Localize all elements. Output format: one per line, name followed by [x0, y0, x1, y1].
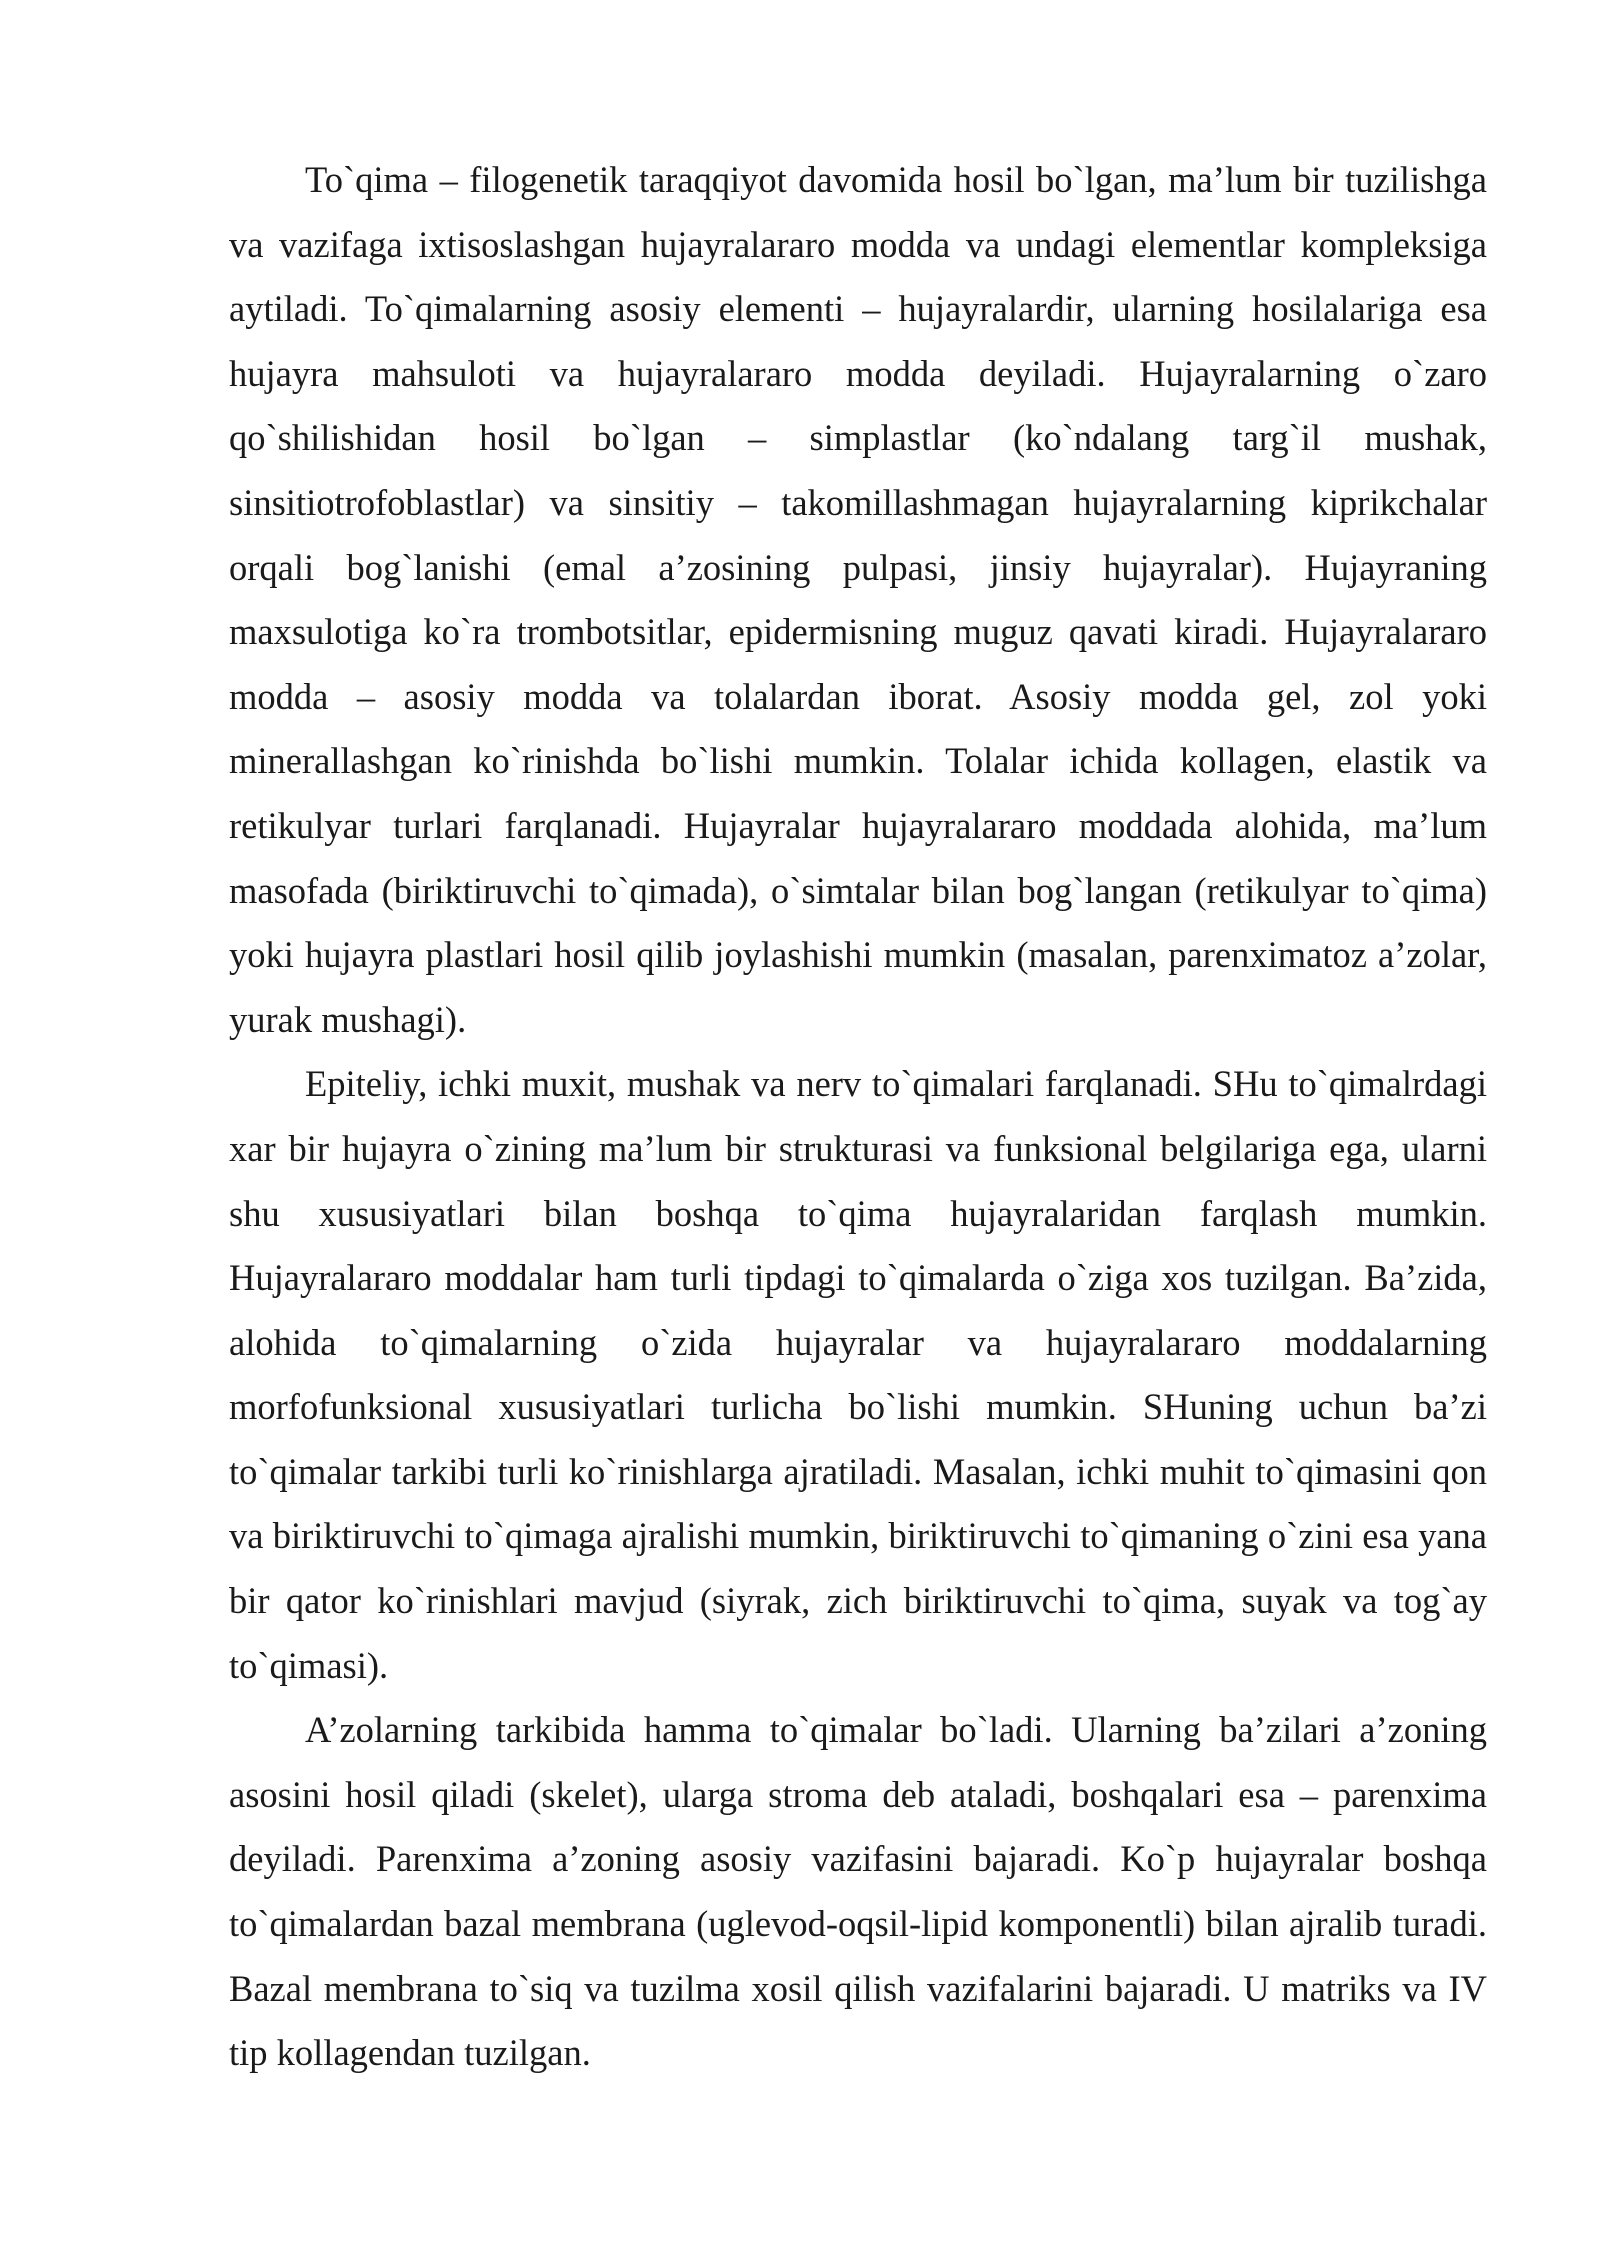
paragraph-tissue-types: Epiteliy, ichki muxit, mushak va nerv to`qimalari farqlanadi. SHu to`qimalrdagi xar bir hujayra o`zining ma’lum bir strukturasi va funksional belgilariga ega, ularni shu xususiyatlari bilan boshqa to`qima hujayralaridan farqlash mumkin. Hujayralararo moddalar ham turli tipdagi to`qimalarda o`ziga xos tuzilgan. Ba’zida, alohida to`qimalarning o`zida hujayralar va hujayralararo moddalarning morfofunksional xususiyatlari turlicha bo`lishi mumkin. SHuning uchun ba’zi to`qimalar tarkibi turli ko`rinishlarga ajratiladi. Masalan, ichki muhit to`qimasini qon va biriktiruvchi to`qimaga ajralishi mumkin, biriktiruvchi to`qimaning o`zini esa yana bir qator ko`rinishlari mavjud (siyrak, zich biriktiruvchi to`qima, suyak va tog`ay to`qimasi). [229, 1063, 1487, 1686]
body-text [229, 148, 1487, 2086]
paragraph-tissue-definition: To`qima – filogenetik taraqqiyot davomida hosil bo`lgan, ma’lum bir tuzilishga va vazifaga ixtisoslashgan hujayralararo modda va undagi elementlar kompleksiga aytiladi. To`qimalarning asosiy elementi – hujayralardir, ularning hosilalariga esa hujayra mahsuloti va hujayralararo modda deyiladi. Hujayralarning o`zaro qo`shilishidan hosil bo`lgan – simplastlar (ko`ndalang targ`il mushak, sinsitiotrofoblastlar) va sinsitiy – takomillashmagan hujayralarning kiprikchalar orqali bog`lanishi (emal a’zosining pulpasi, jinsiy hujayralar). Hujayraning maxsulotiga ko`ra trombotsitlar, epidermisning muguz qavati kiradi. Hujayralararo modda – asosiy modda va tolalardan iborat. Asosiy modda gel, zol yoki minerallashgan ko`rinishda bo`lishi mumkin. Tolalar ichida kollagen, elastik va retikulyar turlari farqlanadi. Hujayralar hujayralararo moddada alohida, ma’lum masofada (biriktiruvchi to`qimada), o`simtalar bilan bog`langan (retikulyar to`qima) yoki hujayra plastlari hosil qilib joylashishi mumkin (masalan, parenximatoz a’zolar, yurak mushagi). [229, 159, 1487, 1040]
paragraph-organ-composition: A’zolarning tarkibida hamma to`qimalar bo`ladi. Ularning ba’zilari a’zoning asosini hosil qiladi (skelet), ularga stroma deb ataladi, boshqalari esa – parenxima deyiladi. Parenxima a’zoning asosiy vazifasini bajaradi. Ko`p hujayralar boshqa to`qimalardan bazal membrana (uglevod-oqsil-lipid komponentli) bilan ajralib turadi. Bazal membrana to`siq va tuzilma xosil qilish vazifalarini bajaradi. U matriks va IV tip kollagendan tuzilgan. [229, 1709, 1487, 2074]
